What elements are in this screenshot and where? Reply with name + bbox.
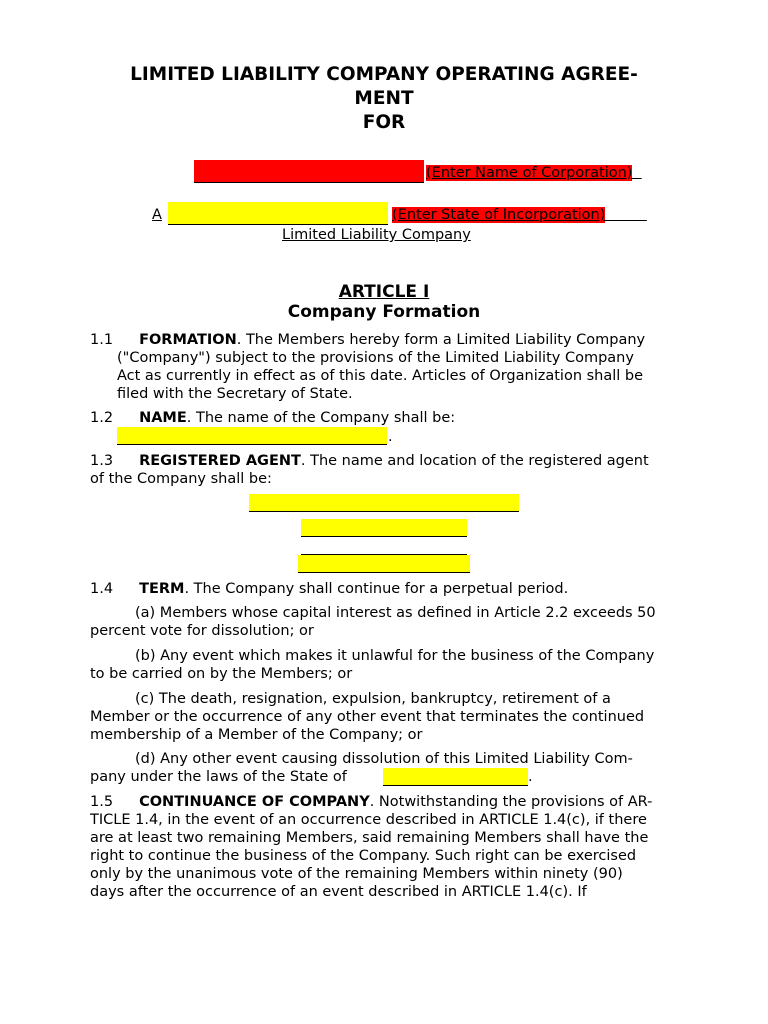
- state-hint-wrap: [392, 206, 647, 224]
- section-term: CONTINUANCE OF COMPANY: [139, 794, 370, 810]
- section-1-5-line-1: [90, 793, 652, 811]
- registered-agent-address-field-3[interactable]: [298, 555, 470, 573]
- section-1-5-line-2: TICLE 1.4, in the event of an occurrence described in ARTICLE 1.4(c), if there: [90, 812, 647, 828]
- section-1-1-line-1: [90, 331, 645, 349]
- section-1-5-line-3: are at least two remaining Members, said remaining Members shall have the: [90, 830, 649, 846]
- section-text: . The Members hereby form a Limited Liability Company: [236, 332, 646, 348]
- document-title-line-1: LIMITED LIABILITY COMPANY OPERATING AGREE-: [130, 64, 638, 85]
- section-text: . The name and location of the registered agent: [300, 453, 649, 469]
- section-1-4-c-line-1: (c) The death, resignation, expulsion, bankruptcy, retirement of a: [135, 691, 611, 707]
- section-number: 1.2: [90, 410, 114, 426]
- section-text: . The Company shall continue for a perpetual period.: [184, 581, 569, 597]
- section-number: 1.3: [90, 453, 114, 469]
- section-1-4-line-1: [90, 580, 568, 598]
- corporation-name-field[interactable]: [194, 160, 424, 183]
- document-title-line-3: FOR: [362, 112, 406, 133]
- registered-agent-address-field-1[interactable]: [301, 519, 467, 537]
- dissolution-state-field[interactable]: [383, 768, 528, 786]
- section-1-4-c-line-3: membership of a Member of the Company; or: [90, 727, 423, 743]
- section-1-5-line-6: days after the occurrence of an event described in ARTICLE 1.4(c). If: [90, 884, 587, 900]
- section-term: NAME: [139, 410, 187, 426]
- section-term: FORMATION: [139, 332, 237, 348]
- registered-agent-name-field[interactable]: [249, 494, 519, 512]
- section-1-4-b-line-2: to be carried on by the Members; or: [90, 666, 353, 682]
- section-1-4-c-line-2: Member or the occurrence of any other event that terminates the continued: [90, 709, 645, 725]
- document-title-line-2: MENT: [354, 88, 414, 109]
- section-1-3-line-2: of the Company shall be:: [90, 471, 272, 487]
- corporation-name-hint-wrap: [426, 164, 642, 182]
- section-term: TERM: [139, 581, 185, 597]
- section-1-5-line-5: only by the unanimous vote of the remaining Members within ninety (90): [90, 866, 623, 882]
- section-1-4-d-line-2: pany under the laws of the State of: [90, 769, 347, 785]
- company-name-period: .: [388, 429, 393, 445]
- article-title: Company Formation: [287, 302, 481, 322]
- section-text: . Notwithstanding the provisions of AR-: [369, 794, 653, 810]
- section-1-1-line-4: filed with the Secretary of State.: [117, 386, 353, 402]
- section-1-1-line-3: Act as currently in effect as of this date. Articles of Organization shall be: [117, 368, 644, 384]
- section-1-5-line-4: right to continue the business of the Company. Such right can be exercised: [90, 848, 637, 864]
- section-1-4-d-line-1: (d) Any other event causing dissolution of this Limited Liability Com-: [135, 751, 633, 767]
- a-label: A: [152, 207, 162, 223]
- section-text: . The name of the Company shall be:: [186, 410, 456, 426]
- article-number: ARTICLE I: [338, 282, 430, 302]
- section-number: 1.5: [90, 794, 114, 810]
- section-number: 1.4: [90, 581, 114, 597]
- llc-label: Limited Liability Company: [282, 227, 471, 243]
- section-1-4-a-line-1: (a) Members whose capital interest as defined in Article 2.2 exceeds 50: [135, 605, 656, 621]
- registered-agent-address-field-2[interactable]: [301, 537, 467, 555]
- section-1-1-line-2: ("Company") subject to the provisions of the Limited Liability Company: [117, 350, 634, 366]
- state-hint: (Enter State of Incorporation): [392, 207, 606, 223]
- dissolution-state-period: .: [528, 769, 533, 785]
- company-name-field[interactable]: [117, 427, 387, 445]
- corporation-name-hint: (Enter Name of Corporation): [426, 165, 633, 181]
- section-number: 1.1: [90, 332, 114, 348]
- section-1-4-b-line-1: (b) Any event which makes it unlawful for the business of the Company: [135, 648, 655, 664]
- state-field[interactable]: [168, 202, 388, 225]
- section-1-2-line-1: [90, 409, 455, 427]
- section-1-4-a-line-2: percent vote for dissolution; or: [90, 623, 314, 639]
- section-term: REGISTERED AGENT: [139, 453, 301, 469]
- section-1-3-line-1: [90, 452, 649, 470]
